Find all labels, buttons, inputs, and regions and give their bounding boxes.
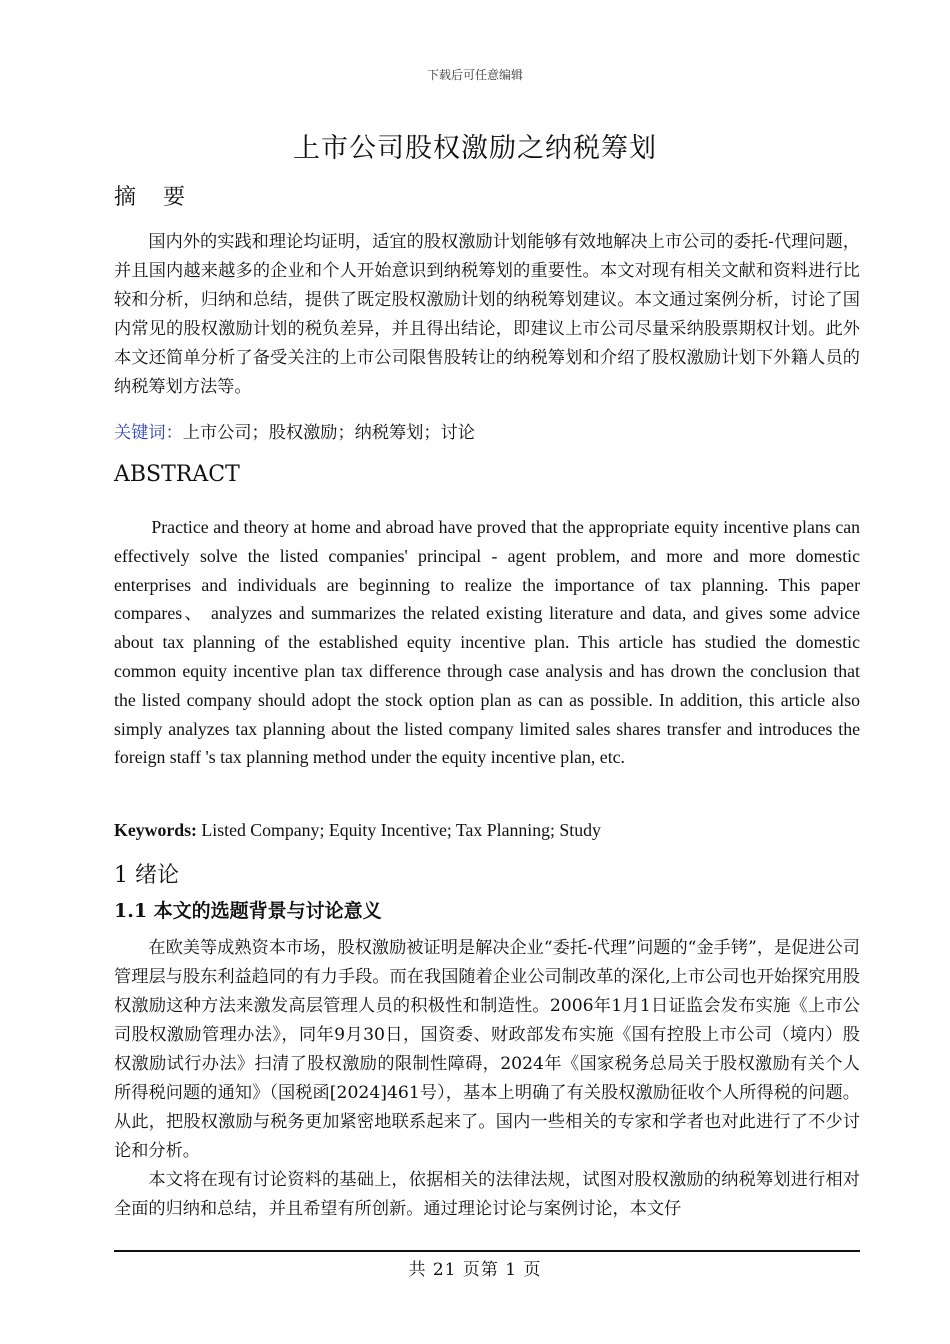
section-1-heading: 1 绪论 [114,863,179,888]
section-1-1-body [114,934,860,1224]
keywords-cn-label: 关键词： [114,423,183,443]
footer-divider [114,1250,860,1252]
abstract-cn-body [114,228,860,402]
document-title: 上市公司股权激励之纳税筹划 [293,133,657,164]
keywords-en [114,820,860,841]
keywords-en-text: Listed Company; Equity Incentive; Tax Planning; Study [196,820,601,840]
section-1-1-paragraph-2: 本文将在现有讨论资料的基础上，依据相关的法律法规，试图对股权激励的纳税筹划进行相对全面的归纳和总结，并且希望有所创新。通过理论讨论与案例讨论，本文仔 [114,1170,860,1219]
abstract-en-heading: ABSTRACT [114,462,240,487]
section-1-1-heading: 1.1 本文的选题背景与讨论意义 [114,900,382,922]
abstract-cn-paragraph: 国内外的实践和理论均证明，适宜的股权激励计划能够有效地解决上市公司的委托-代理问题，并且国内越来越多的企业和个人开始意识到纳税筹划的重要性。本文对现有相关文献和资料进行比较和分析，归纳和总结，提供了既定股权激励计划的纳税筹划建议。本文通过案例分析，讨论了国内常见的股权激励计划的税负差异，并且得出结论，即建议上市公司尽量采纳股票期权计划。此外本文还简单分析了备受关注的上市公司限售股转让的纳税筹划和介绍了股权激励计划下外籍人员的纳税筹划方法等。 [114,232,860,397]
section-1-1-paragraph-1: 在欧美等成熟资本市场，股权激励被证明是解决企业“委托-代理”问题的“金手铐”，是促进公司管理层与股东利益趋同的有力手段。而在我国随着企业公司制改革的深化,上市公司也开始探究用股权激励这种方法来激发高层管理人员的积极性和制造性。2006年1月1日证监会发布实施《上市公司股权激励管理办法》，同年9月30日，国资委、财政部发布实施《国有控股上市公司（境内）股权激励试行办法》扫清了股权激励的限制性障碍，2024年《国家税务总局关于股权激励有关个人所得税问题的通知》（国税函[2024]461号），基本上明确了有关股权激励征收个人所得税的问题。从此，把股权激励与税务更加紧密地联系起来了。国内一些相关的专家和学者也对此进行了不少讨论和分析。 [114,938,860,1161]
page-number-footer: 共 21 页第 1 页 [408,1260,542,1280]
keywords-en-label: Keywords: [114,820,197,840]
abstract-heading: 摘 要 [114,185,195,210]
keywords-cn-text: 上市公司；股权激励；纳税筹划；讨论 [182,423,475,443]
abstract-en-paragraph: Practice and theory at home and abroad have proved that the appropriate equity incentive plans can effectively solve the listed companies' principal - agent problem, and more and more domestic enterprises and individuals are beginning to realize the importance of tax planning. This paper compares、 analyzes and summarizes the related existing literature and data, and gives some advice about tax planning of the established equity incentive plan. This article has studied the domestic common equity incentive plan tax difference through case analysis and has drown the conclusion that the listed company should adopt the stock option plan as can as possible. In addition, this article also simply analyzes tax planning about the listed company limited sales shares transfer and introduces the foreign staff 's tax planning method under the equity incentive plan, etc. [114,517,860,768]
header-note: 下载后可任意编辑 [426,68,523,82]
keywords-cn [114,418,860,443]
abstract-en-body [114,513,860,772]
